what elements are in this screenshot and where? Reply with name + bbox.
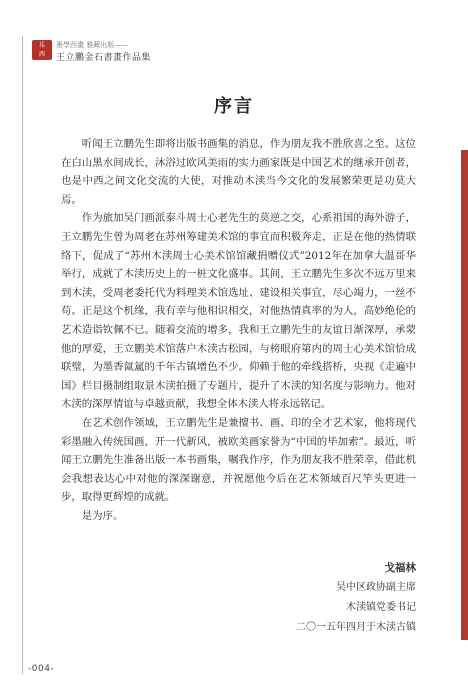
page-number: -004- <box>28 664 55 674</box>
page-title: 序言 <box>214 96 254 117</box>
preface-body <box>61 135 416 525</box>
paragraph: 听闻王立鹏先生即将出版书画集的消息，作为朋友我不胜欣喜之至。这位在白山黑水间成长，沐浴过欧风美雨的实力画家既是中国艺术的继承开创者，也是中西之间文化交流的大使，对推动木渎当今文化的发展繁荣更是功莫大焉。 <box>61 138 416 206</box>
seal-char: 乐 <box>38 42 45 49</box>
right-edge-accent-strip <box>461 150 468 640</box>
signature-date: 二〇一五年四月于木渎古镇 <box>296 622 416 633</box>
left-margin-rule <box>22 36 23 674</box>
seal-char: 西 <box>38 51 45 58</box>
author-title: 木渎镇党委书记 <box>346 602 416 613</box>
paragraph: 作为旅加吴门画派泰斗周士心老先生的莫逆之交，心系祖国的海外游子，王立鹏先生曾为周老在苏州筹建美术馆的事宜而积极奔走，正是在他的热情联络下，促成了“苏州木渎周士心美术馆馆藏捐赠仪式”2012年在加拿大温哥华举行，成就了木渎历史上的一桩文化盛事。其间，王立鹏先生多次不远万里来到木渎，受周老委托代为料理美术馆选址、建设相关事宜，尽心竭力，一丝不苟。正是这个机缘，我有幸与他相识相交，对他热情真率的为人，高妙绝伦的艺术造诣钦佩不已。随着交流的增多，我和王立鹏先生的友谊日渐深厚，承蒙他的厚爱，王立鹏美术馆落户木渎古松园，与榜眼府第内的周士心美术馆恰成联璧，为墨香氤氲的千年古镇增色不少。仰赖于他的牵线搭桥，央视《走遍中国》栏目摄制组取景木渎拍摄了专题片，提升了木渎的知名度与影响力。他对木渎的深厚情谊与卓越贡献，我想全体木渎人将永远铭记。 <box>61 212 416 411</box>
series-line: 墨學西畫 雅藏出版—— <box>56 41 129 49</box>
book-title: 王立鵬金石書畫作品集 <box>56 53 152 63</box>
seal-logo <box>32 40 52 60</box>
author-name: 戈福林 <box>384 562 416 574</box>
signature-block <box>216 558 416 638</box>
paragraph: 是为序。 <box>81 509 124 522</box>
paragraph: 在艺术创作领域，王立鹏先生是兼擅书、画、印的全才艺术家，他将现代彩墨融入传统国画，开一代新风，被欧美画家誉为“中国的毕加索”。最近，听闻王立鹏先生准备出版一本书画集，嘱我作序，作为朋友我不胜荣幸，借此机会我想表达心中对他的深深谢意，并祝愿他今后在艺术领域百尺竿头更进一步，取得更辉煌的成就。 <box>61 416 416 504</box>
author-title: 吴中区政协副主席 <box>336 582 416 593</box>
